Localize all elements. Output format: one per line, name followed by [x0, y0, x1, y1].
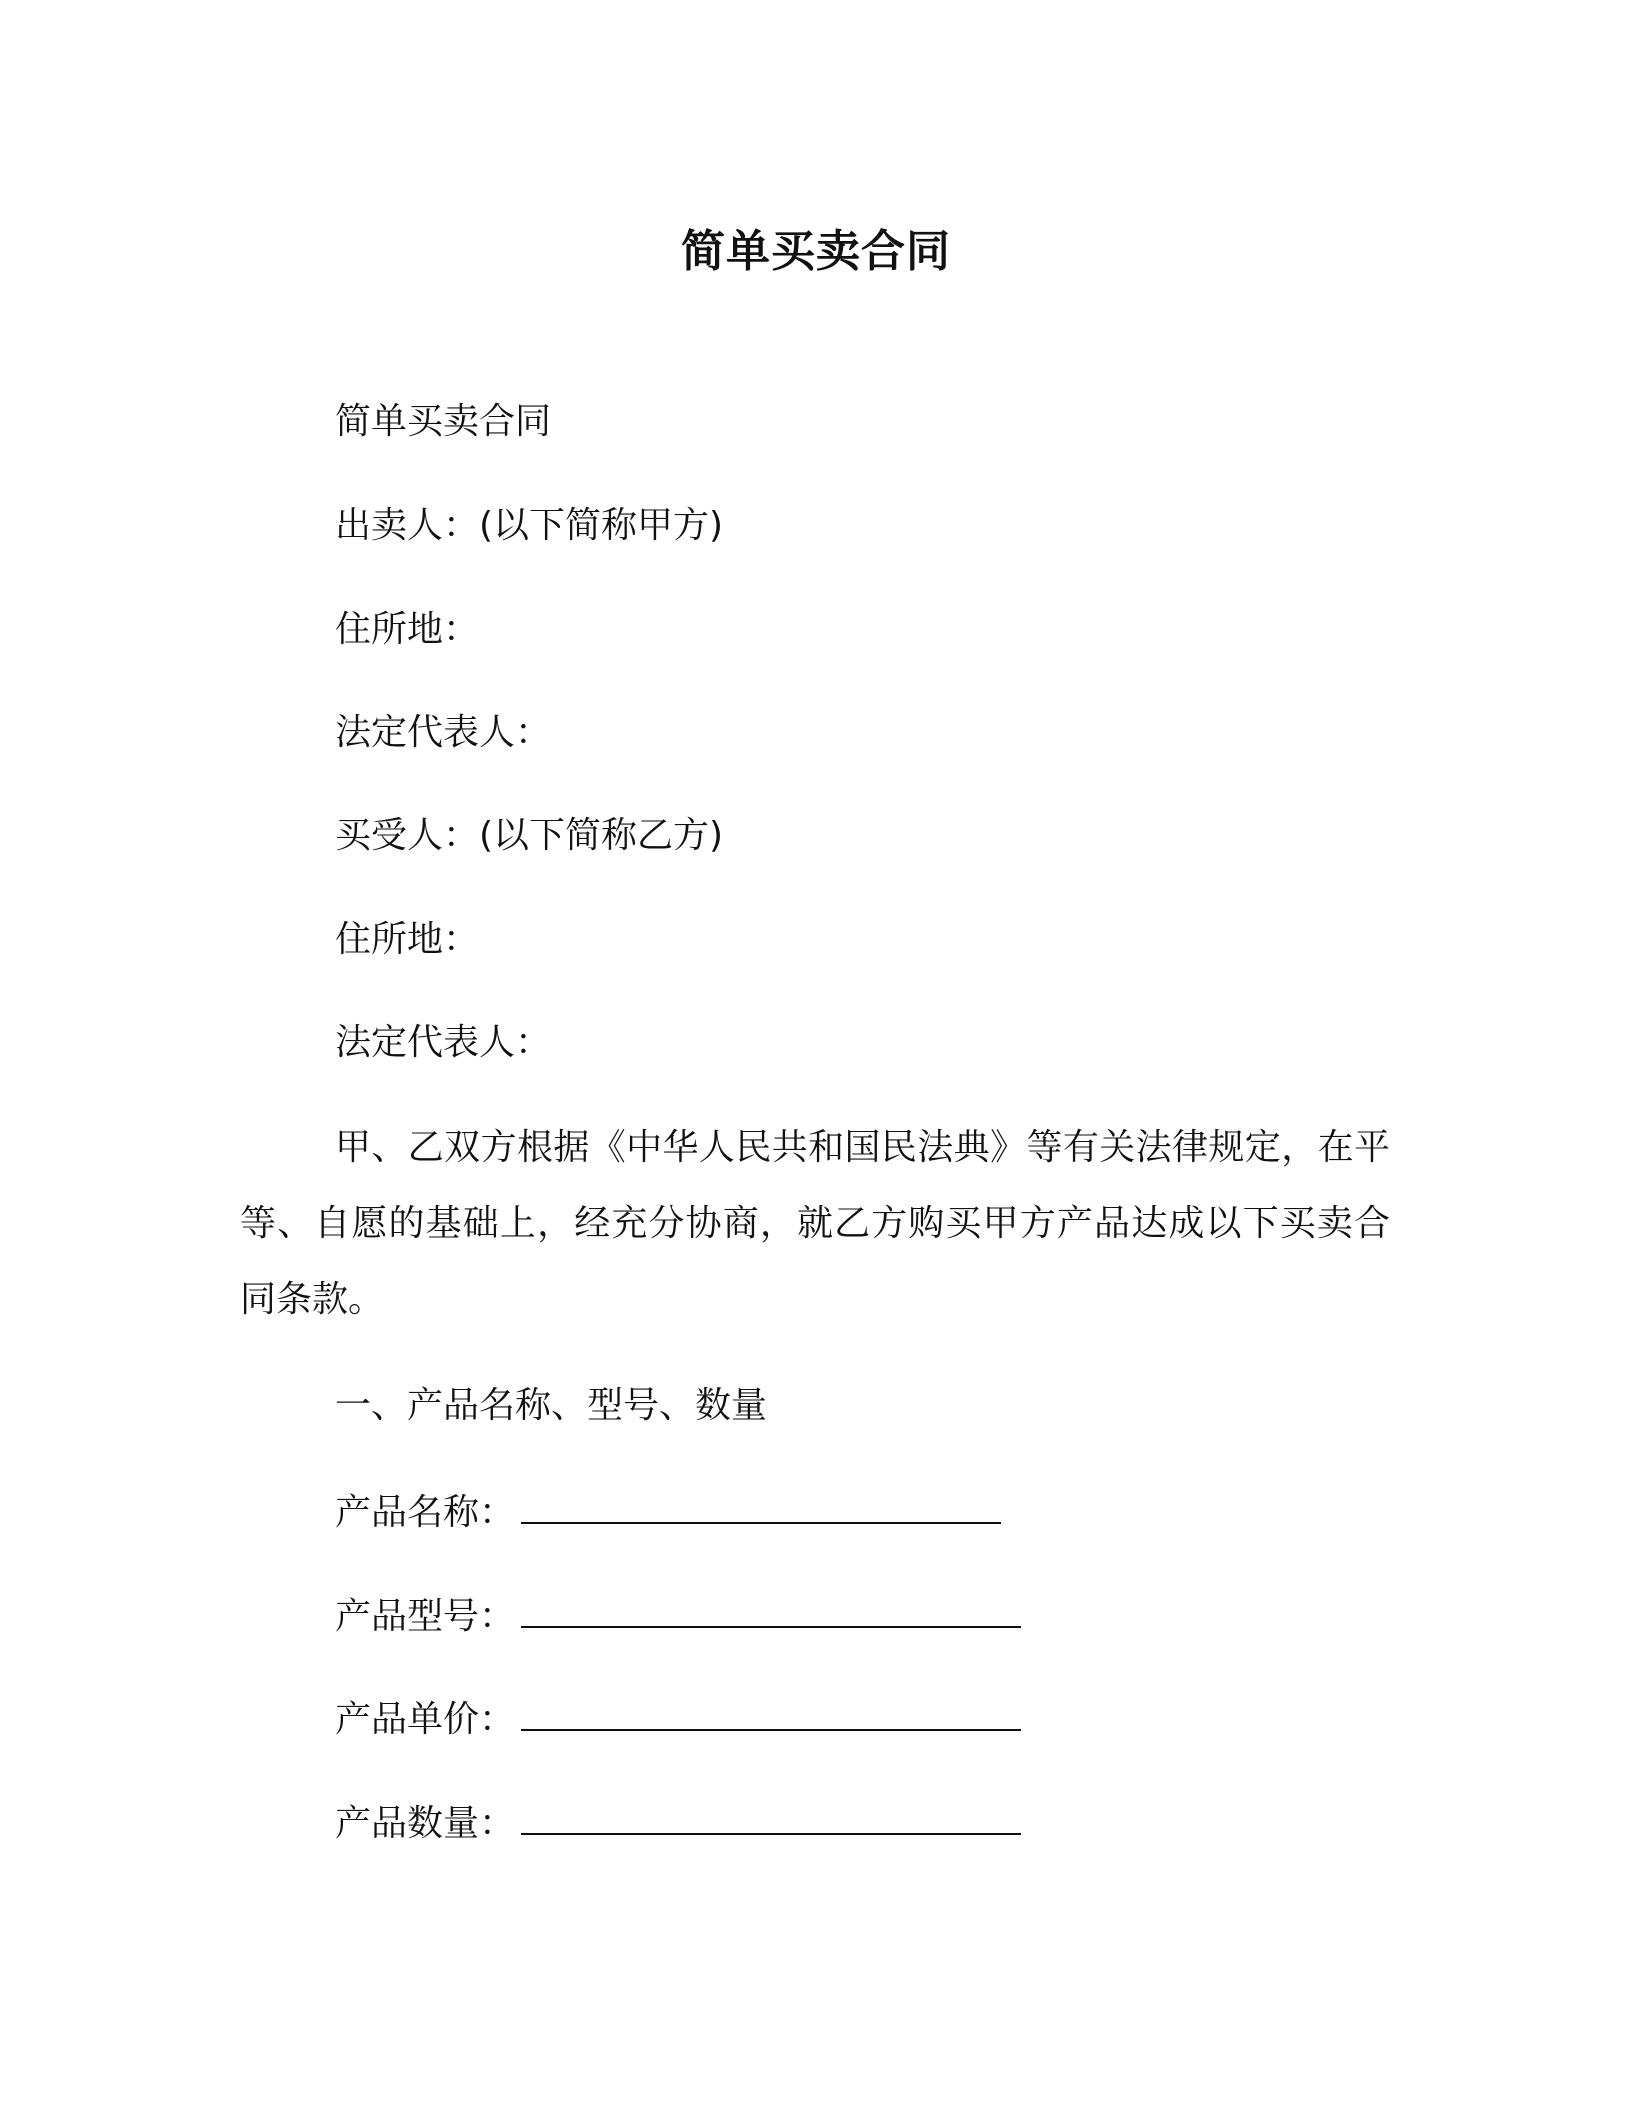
- product-model-blank: [521, 1588, 1021, 1628]
- buyer-address-line: 住所地：: [335, 919, 480, 960]
- product-quantity-row: [335, 1795, 1021, 1850]
- page-title: 简单买卖合同: [681, 226, 951, 277]
- product-price-blank: [521, 1691, 1021, 1731]
- product-model-row: [335, 1588, 1021, 1643]
- product-model-label: 产品型号：: [335, 1596, 516, 1637]
- preamble-paragraph: 甲、乙双方根据《中华人民共和国民法典》等有关法律规定，在平等、自愿的基础上，经充分协商，就乙方购买甲方产品达成以下买卖合同条款。: [240, 1127, 1390, 1320]
- product-quantity-label: 产品数量：: [335, 1803, 516, 1844]
- seller-address-line: 住所地：: [335, 609, 480, 650]
- product-name-row: [335, 1484, 1001, 1539]
- seller-line: 出卖人：(以下简称甲方): [335, 505, 724, 546]
- product-price-label: 产品单价：: [335, 1699, 516, 1740]
- buyer-line: 买受人：(以下简称乙方): [335, 815, 724, 856]
- product-name-blank: [521, 1484, 1001, 1524]
- product-name-label: 产品名称：: [335, 1492, 516, 1533]
- contract-subtitle: 简单买卖合同: [335, 401, 552, 442]
- section-1-heading: 一、产品名称、型号、数量: [335, 1385, 768, 1426]
- seller-representative-line: 法定代表人：: [335, 712, 552, 753]
- product-price-row: [335, 1691, 1021, 1746]
- product-quantity-blank: [521, 1795, 1021, 1835]
- buyer-representative-line: 法定代表人：: [335, 1022, 552, 1063]
